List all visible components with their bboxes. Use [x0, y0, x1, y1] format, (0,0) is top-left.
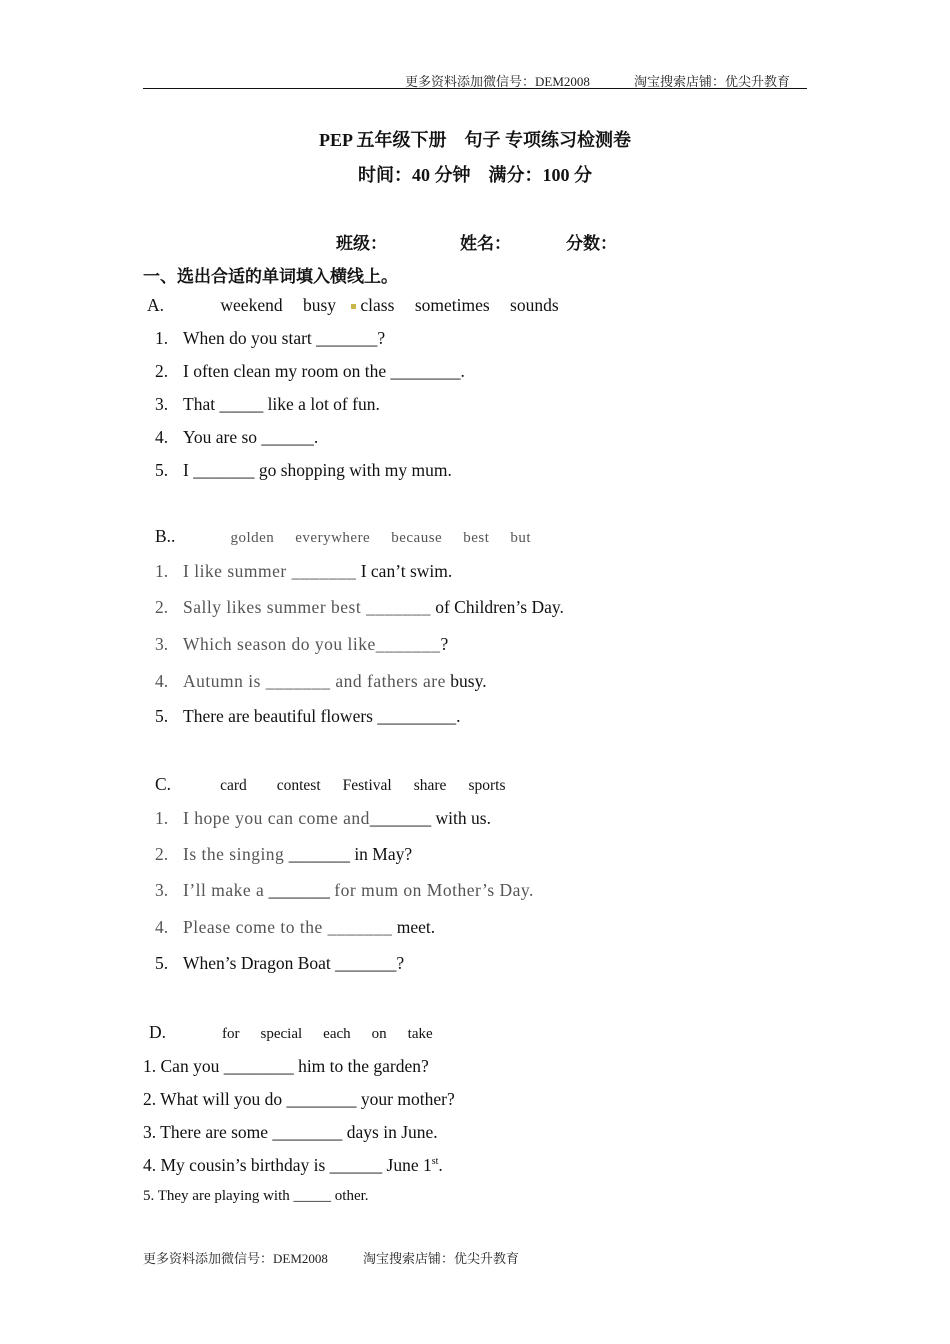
question-text: _______ in May? [284, 844, 413, 864]
word: card [220, 777, 247, 794]
question-a1 [143, 328, 385, 349]
word: each [323, 1026, 351, 1042]
question-number: 2. [155, 597, 169, 617]
question-number: 4. [155, 671, 169, 691]
question-number: 1. [155, 328, 169, 348]
score-label: 分数： [566, 234, 617, 253]
question-text: ? [440, 634, 449, 654]
group-d-label: D. [149, 1022, 167, 1042]
question-number: 3. [155, 880, 169, 900]
word: golden [230, 530, 275, 546]
footer-wechat: 更多资料添加微信号：DEM2008 [143, 1251, 328, 1266]
word: for [222, 1026, 240, 1042]
question-text: Sally likes summer best _______ [183, 597, 431, 617]
word: on [371, 1026, 387, 1042]
group-a-label: A. [147, 295, 165, 315]
question-number: 2. [155, 844, 169, 864]
class-label: 班级： [336, 234, 387, 253]
question-number: 1. [155, 561, 169, 581]
question-text: I _______ go shopping with my mum. [183, 460, 452, 480]
question-d2: 2. What will you do ________ your mother? [143, 1089, 455, 1109]
question-text: I’ll make a [183, 880, 265, 900]
question-c5 [143, 953, 404, 974]
question-text: Which season do you like_______ [183, 634, 441, 654]
question-number: 5. [155, 460, 169, 480]
question-c1 [143, 808, 491, 829]
question-b5 [143, 706, 460, 727]
question-text: I often clean my room on the ________. [183, 361, 465, 381]
time-score-line: 时间：40 分钟 满分：100 分 [358, 165, 592, 185]
question-c3 [143, 880, 534, 901]
word: Festival [342, 777, 392, 794]
word: weekend [220, 295, 283, 315]
footer-shop: 淘宝搜索店铺：优尖升教育 [363, 1251, 520, 1266]
question-text: for mum on Mother’s Day. [334, 880, 534, 900]
question-text: I hope you can come and [183, 808, 370, 828]
question-number: 5. [155, 706, 169, 726]
question-d4 [143, 1155, 443, 1176]
header-rule [143, 88, 807, 89]
anchor-mark [351, 304, 356, 309]
question-text: meet. [392, 917, 436, 937]
ordinal-suffix: st [431, 1156, 439, 1168]
section1-heading: 一、选出合适的单词填入横线上。 [143, 267, 398, 286]
question-b2 [143, 597, 564, 618]
name-label: 姓名： [460, 234, 511, 253]
word: best [463, 530, 490, 546]
question-text: Please come to the _______ [183, 917, 393, 937]
word: share [413, 777, 447, 794]
word: busy [302, 295, 337, 315]
group-c-label: C. [155, 774, 172, 794]
word: special [260, 1026, 303, 1042]
question-a2 [143, 361, 465, 382]
header-wechat: 更多资料添加微信号：DEM2008 [405, 74, 590, 89]
question-number: 2. [155, 361, 169, 381]
question-text: That _____ like a lot of fun. [183, 394, 380, 414]
question-text: I like summer _______ [183, 561, 357, 581]
question-c2 [143, 844, 412, 865]
question-text: You are so ______. [183, 427, 319, 447]
question-d5: 5. They are playing with _____ other. [143, 1188, 369, 1204]
word: sometimes [414, 295, 490, 315]
word: sounds [510, 295, 559, 315]
question-number: 3. [155, 634, 169, 654]
question-text: I can’t swim. [356, 561, 453, 581]
question-text: of Children’s Day. [430, 597, 564, 617]
question-number: 5. [155, 953, 169, 973]
word: because [391, 530, 443, 546]
group-d-word-bank [149, 1022, 433, 1043]
question-number: 4. [155, 427, 169, 447]
question-text: When’s Dragon Boat _______? [183, 953, 405, 973]
question-text: _______ with us. [369, 808, 491, 828]
question-number: 4. [155, 917, 169, 937]
page-title: PEP 五年级下册 句子 专项练习检测卷 [318, 130, 631, 150]
word: everywhere [295, 530, 371, 546]
group-b-word-bank [155, 526, 531, 547]
question-a4 [143, 427, 318, 448]
word: take [407, 1026, 433, 1042]
question-number: 3. [155, 394, 169, 414]
question-text: _______ [264, 880, 335, 900]
group-c-word-bank [155, 774, 505, 795]
question-text: Is the singing [183, 844, 285, 864]
question-text: . [438, 1155, 443, 1175]
word: class [360, 295, 395, 315]
word: contest [276, 777, 321, 794]
question-c4 [143, 917, 435, 938]
question-text: There are beautiful flowers _________. [183, 706, 461, 726]
question-text: busy. [445, 671, 487, 691]
group-a-word-bank [147, 295, 559, 316]
group-b-label: B.. [155, 526, 176, 546]
header-shop: 淘宝搜索店铺：优尖升教育 [634, 74, 791, 89]
question-a3 [143, 394, 380, 415]
question-b1 [143, 561, 452, 582]
question-d3: 3. There are some ________ days in June. [143, 1122, 438, 1142]
question-number: 1. [155, 808, 169, 828]
question-text: Autumn is _______ and fathers are [183, 671, 446, 691]
question-a5 [143, 460, 452, 481]
question-text: When do you start _______? [183, 328, 386, 348]
question-d1: 1. Can you ________ him to the garden? [143, 1056, 429, 1076]
word: sports [468, 777, 506, 794]
question-b4 [143, 671, 487, 692]
question-b3 [143, 634, 448, 655]
question-text: 4. My cousin’s birthday is ______ June 1 [143, 1155, 432, 1175]
word: but [510, 530, 532, 546]
